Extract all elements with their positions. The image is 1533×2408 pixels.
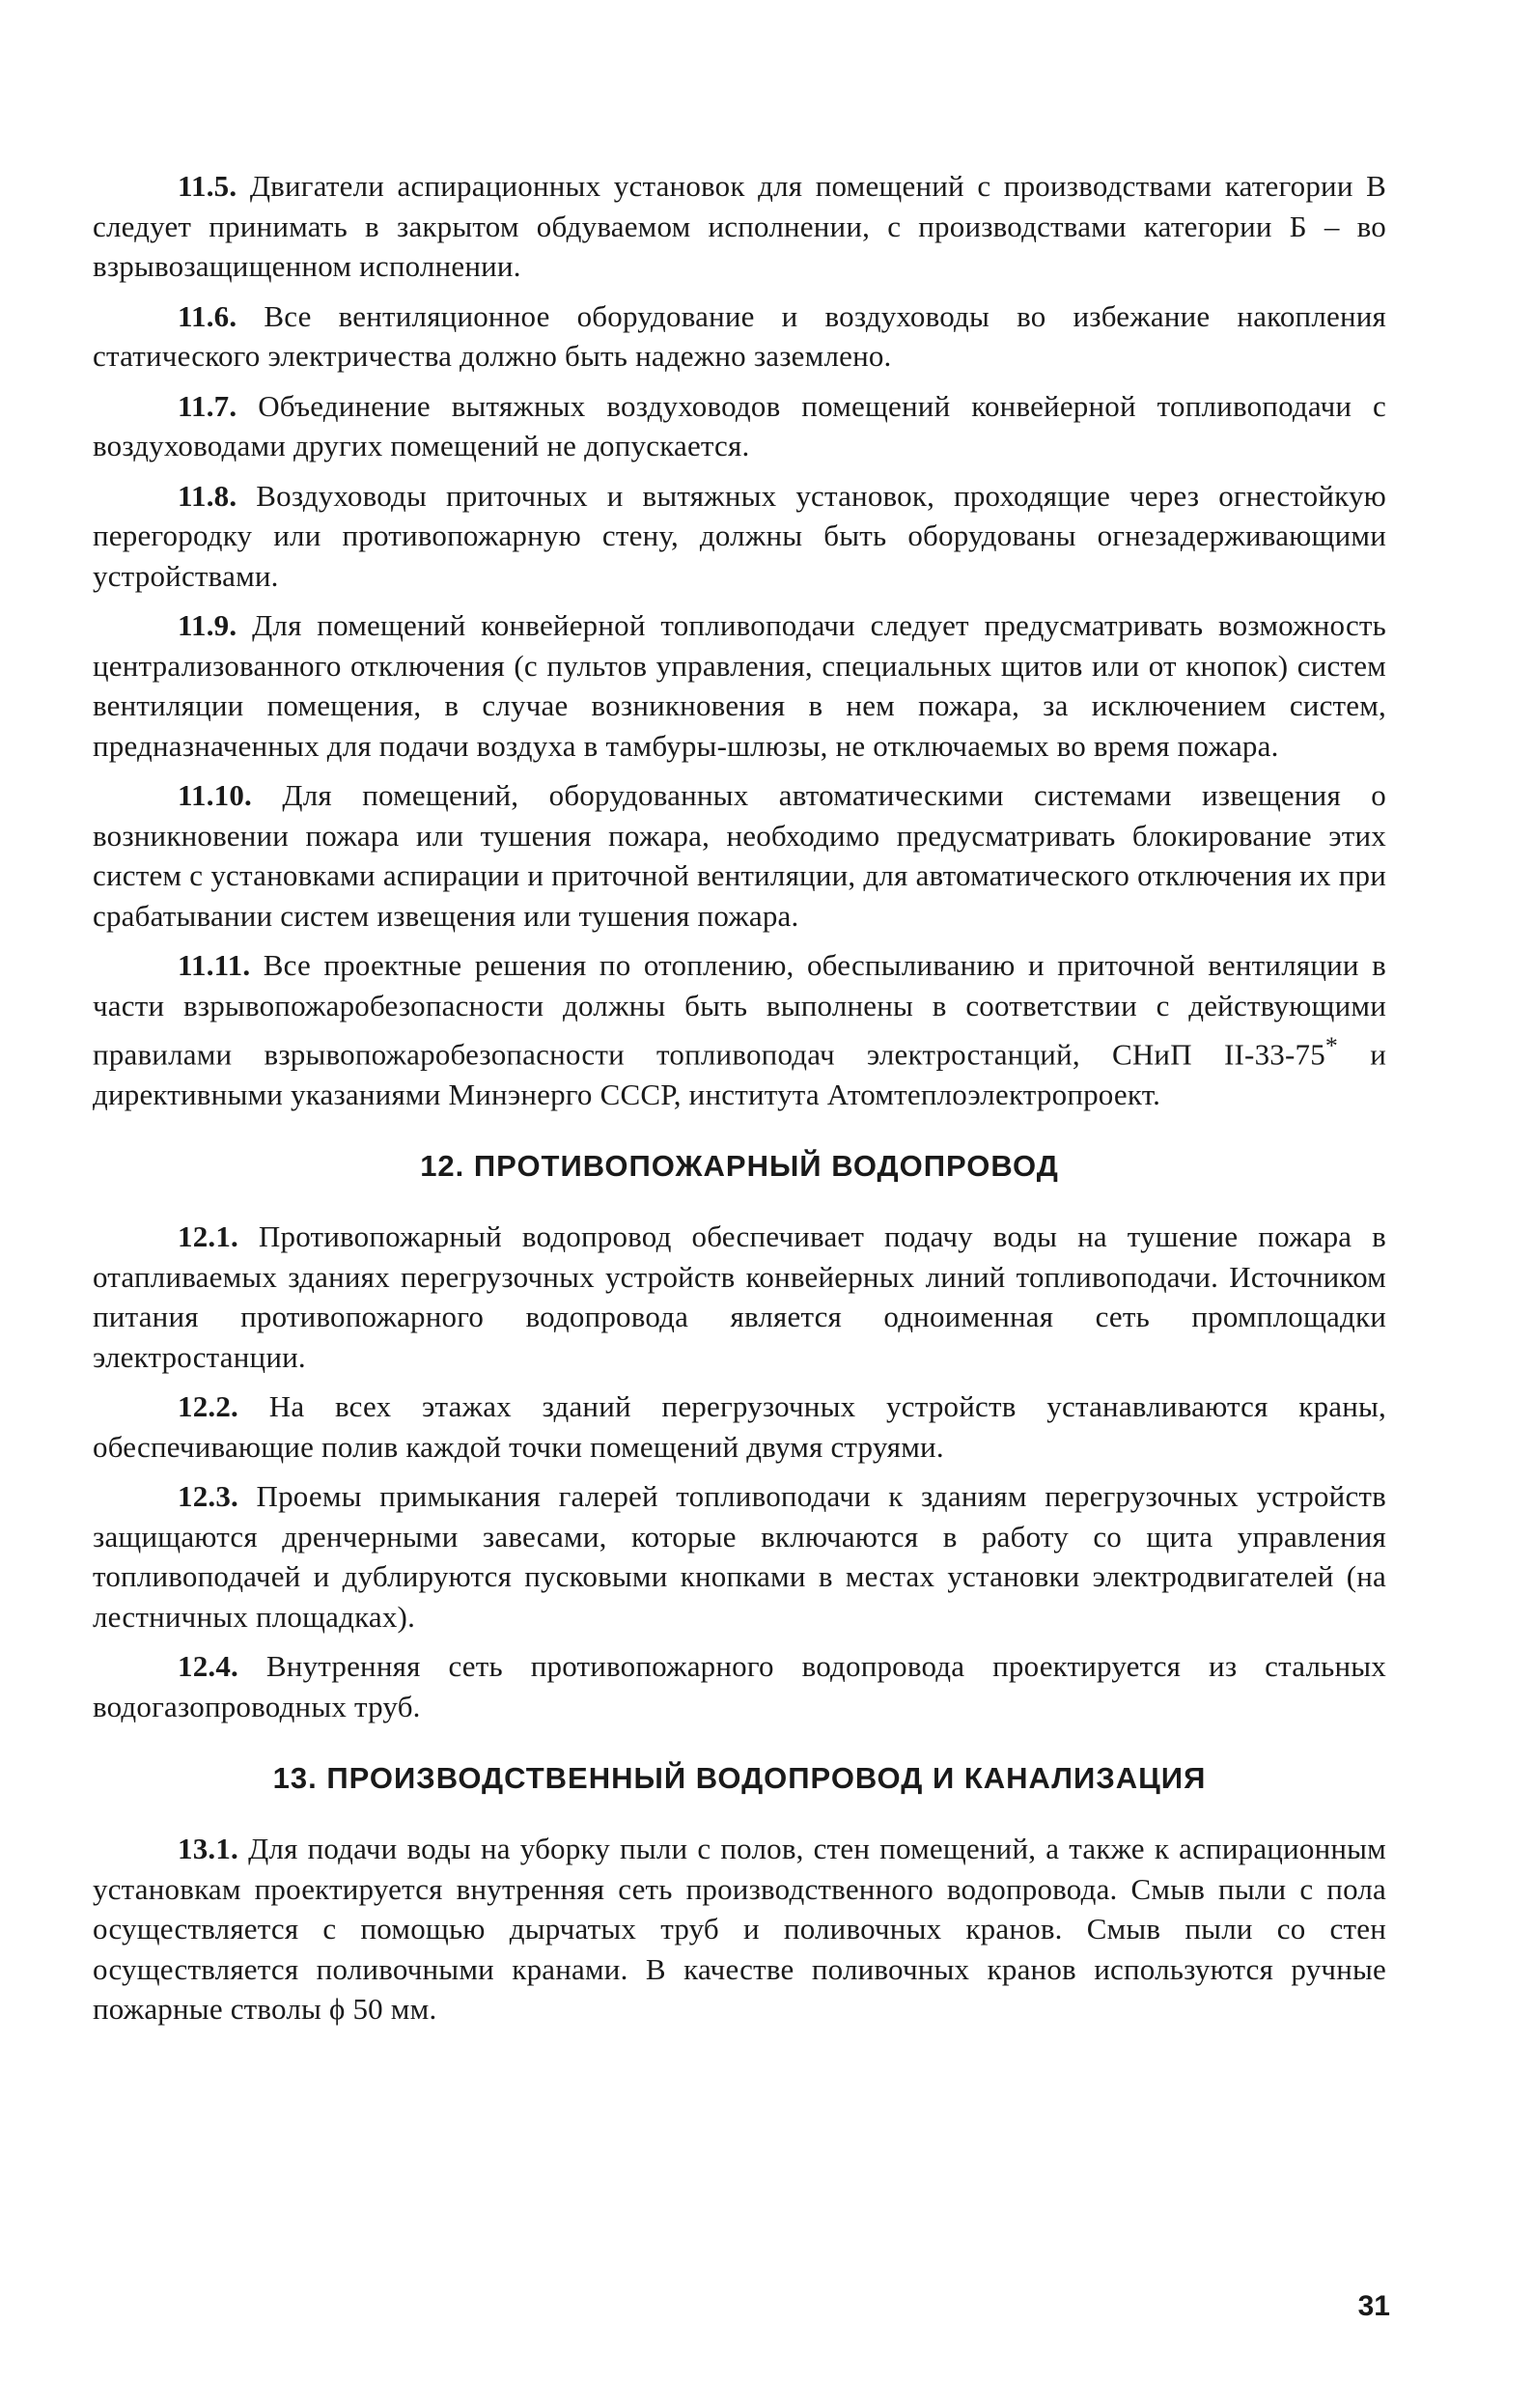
page-content <box>93 166 1386 2039</box>
paragraph-11-11 <box>93 945 1386 1114</box>
paragraph-text: Двигатели аспирационных установок для помещений с производствами категории В следует принимать в закрытом обдуваемом исполнении, с производствами категории Б – во взрывозащищенном исполнении. <box>93 169 1386 283</box>
section-heading-13: 13. ПРОИЗВОДСТВЕННЫЙ ВОДОПРОВОД И КАНАЛИЗАЦИЯ <box>272 1761 1207 1796</box>
paragraph-number: 11.5. <box>178 169 237 203</box>
paragraph-11-7 <box>93 386 1386 466</box>
section-heading-12: 12. ПРОТИВОПОЖАРНЫЙ ВОДОПРОВОД <box>420 1149 1059 1184</box>
paragraph-text: Для помещений, оборудованных автоматическими системами извещения о возникновении пожара или тушения пожара, необходимо предусматривать блокирование этих систем с установками аспирации и приточной вентиляции, для автоматического отключения их при срабатывании систем извещения или тушения пожара. <box>93 778 1386 933</box>
paragraph-text: Воздуховоды приточных и вытяжных установок, проходящие через огнестойкую перегородку или противопожарную стену, должны быть оборудованы огнезадерживающими устройствами. <box>93 478 1387 593</box>
page-number: 31 <box>1357 2290 1390 2322</box>
paragraph-number: 12.3. <box>178 1479 238 1514</box>
paragraph-text: Противопожарный водопровод обеспечивает подачу воды на тушение пожара в отапливаемых зданиях перегрузочных устройств конвейерных линий топливоподачи. Источником питания противопожарного водопровода является одноименная сеть промплощадки электростанции. <box>93 1219 1386 1374</box>
paragraph-11-10 <box>93 775 1386 936</box>
paragraph-11-6 <box>93 296 1386 377</box>
paragraph-number: 12.4. <box>178 1649 238 1684</box>
paragraph-12-1 <box>93 1217 1386 1377</box>
footnote-mark: * <box>1324 1031 1339 1059</box>
paragraph-text: На всех этажах зданий перегрузочных устройств устанавливаются краны, обеспечивающие полив каждой точки помещений двумя струями. <box>93 1389 1386 1464</box>
paragraph-number: 11.11. <box>178 948 251 982</box>
paragraph-number: 11.7. <box>178 388 237 423</box>
paragraph-number: 11.6. <box>178 298 237 333</box>
paragraph-text: Для помещений конвейерной топливоподачи следует предусматривать возможность централизованного отключения (с пультов управления, специальных щитов или от кнопок) систем вентиляции помещения, в случае возникновения в нем пожара, за исключением систем, предназначенных для подачи воздуха в тамбуры-шлюзы, не отключаемых во время пожара. <box>93 608 1387 763</box>
paragraph-text: Проемы примыкания галерей топливоподачи к зданиям перегрузочных устройств защищаются дренчерными завесами, которые включаются в работу со щита управления топливоподачей и дублируются пусковыми кнопками в местах установки электродвигателей (на лестничных площадках). <box>93 1479 1386 1634</box>
paragraph-text: Объединение вытяжных воздуховодов помещений конвейерной топливоподачи с воздуховодами других помещений не допускается. <box>93 388 1386 462</box>
paragraph-11-5 <box>93 166 1386 287</box>
paragraph-number: 12.1. <box>178 1219 238 1254</box>
paragraph-text: Все вентиляционное оборудование и воздуховоды во избежание накопления статического электричества должно быть надежно заземлено. <box>93 298 1387 373</box>
paragraph-text: Для подачи воды на уборку пыли с полов, стен помещений, а также к аспирационным установкам проектируется внутренняя сеть производственного водопровода. Смыв пыли с пола осуществляется с помощью дырчатых труб и поливочных кранов. Смыв пыли со стен осуществляется поливочными кранами. В качестве поливочных кранов используются ручные пожарные стволы ϕ 50 мм. <box>93 1832 1386 2027</box>
paragraph-number: 11.10. <box>178 778 252 812</box>
paragraph-text: Все проектные решения по отоплению, обеспыливанию и приточной вентиляции в части взрывопожаробезопасности должны быть выполнены в соответствии с действующими правилами взрывопожаробезопасности топливоподач электростанций, СНиП II-33-75 <box>93 948 1387 1072</box>
paragraph-number: 11.8. <box>178 478 237 513</box>
paragraph-13-1 <box>93 1829 1386 2030</box>
paragraph-11-8 <box>93 476 1386 597</box>
paragraph-number: 13.1. <box>178 1832 238 1866</box>
paragraph-number: 11.9. <box>178 608 237 642</box>
paragraph-12-4 <box>93 1646 1386 1726</box>
paragraph-text-continued: и директивными указаниями Минэнерго СССР, института Атомтеплоэлектропроект. <box>93 1037 1386 1111</box>
paragraph-text: Внутренняя сеть противопожарного водопровода проектируется из стальных водогазопроводных труб. <box>93 1649 1386 1723</box>
paragraph-12-2 <box>93 1386 1386 1467</box>
paragraph-12-3 <box>93 1476 1386 1637</box>
paragraph-number: 12.2. <box>178 1389 238 1424</box>
paragraph-11-9 <box>93 605 1386 766</box>
